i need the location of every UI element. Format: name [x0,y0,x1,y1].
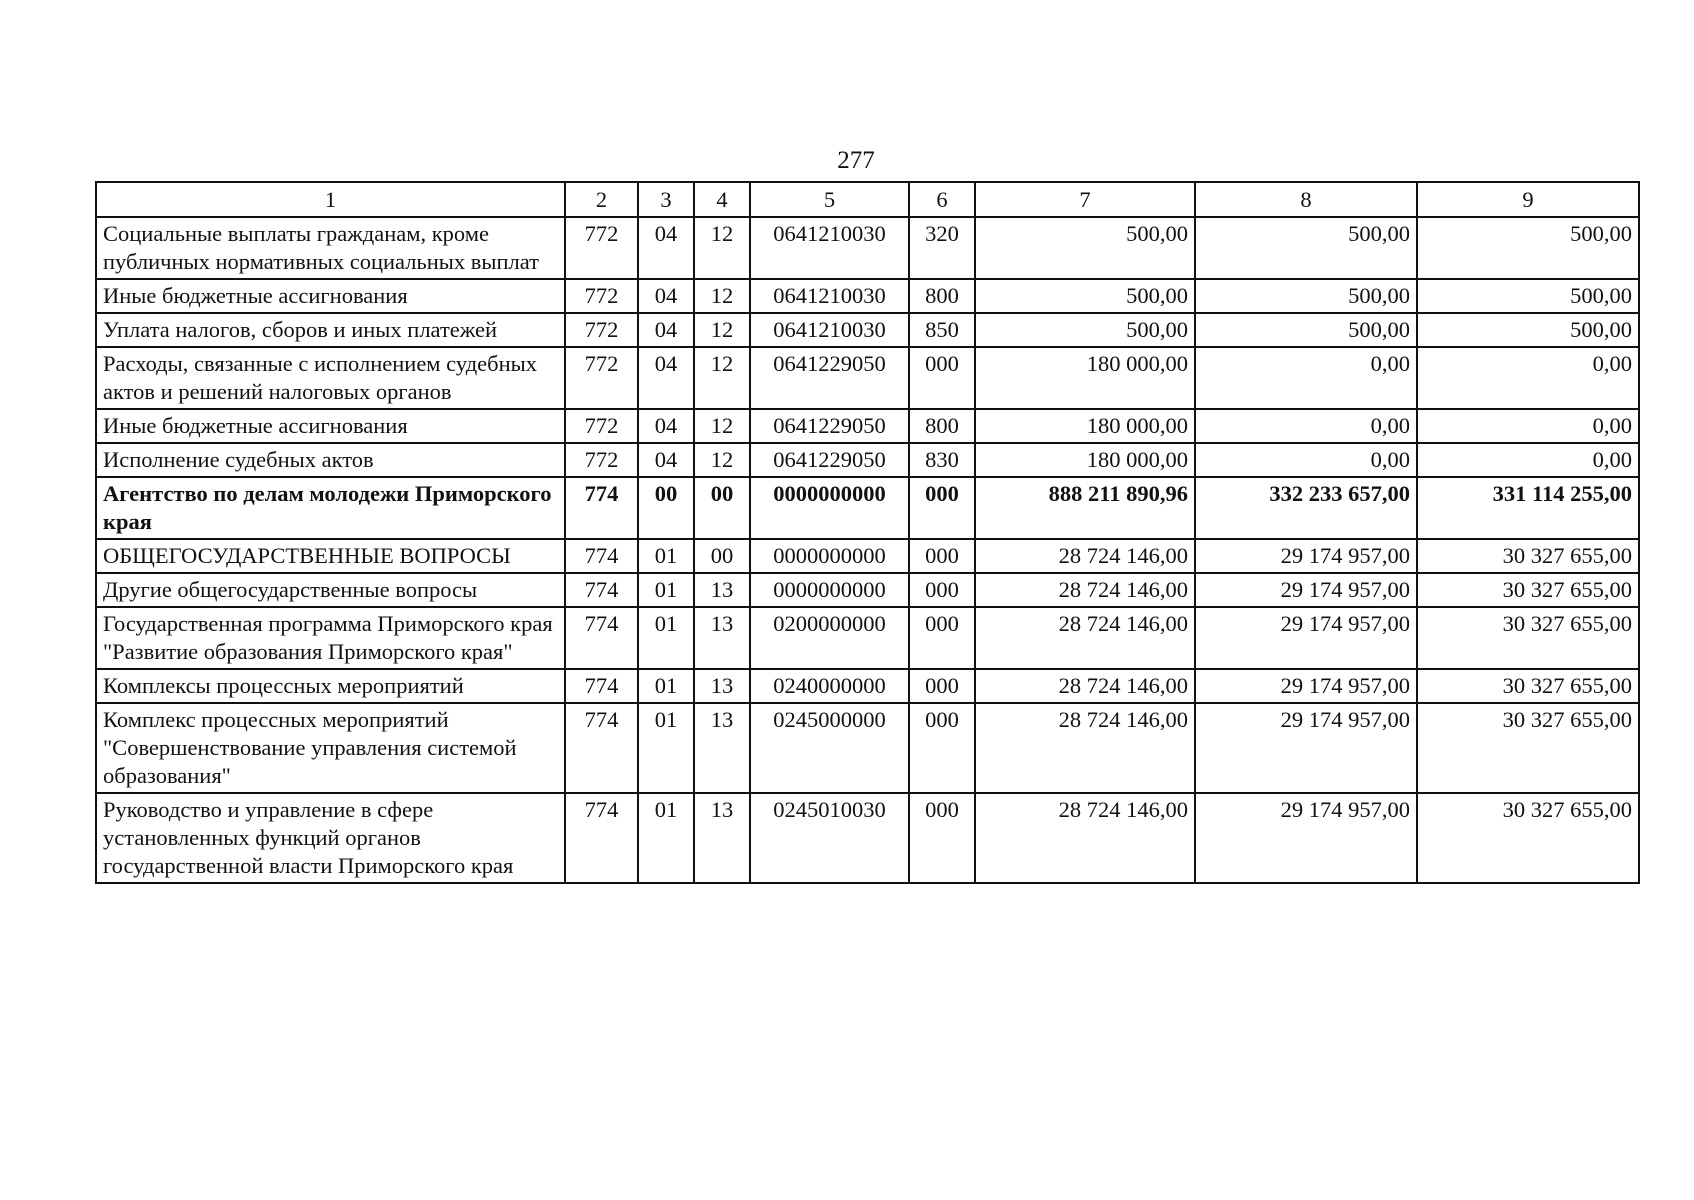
target-article-cell: 0000000000 [750,573,909,607]
table-row [96,669,1639,703]
subsection-code-cell: 13 [694,669,750,703]
target-article-cell: 0240000000 [750,669,909,703]
amount-col9-cell: 30 327 655,00 [1417,669,1639,703]
expense-type-cell: 000 [909,669,975,703]
header-cell: 8 [1195,182,1417,217]
expense-name-cell: Комплексы процессных мероприятий [96,669,565,703]
amount-col9-cell: 0,00 [1417,347,1639,409]
amount-col9-cell: 500,00 [1417,217,1639,279]
amount-col8-cell: 332 233 657,00 [1195,477,1417,539]
amount-col9-cell: 30 327 655,00 [1417,539,1639,573]
ministry-code-cell: 774 [565,477,638,539]
subsection-code-cell: 13 [694,573,750,607]
amount-col8-cell: 29 174 957,00 [1195,793,1417,883]
amount-col7-cell: 180 000,00 [975,347,1195,409]
ministry-code-cell: 772 [565,347,638,409]
expense-type-cell: 800 [909,279,975,313]
expense-name-cell: Агентство по делам молодежи Приморского края [96,477,565,539]
table-row [96,347,1639,409]
expense-name-cell: Комплекс процессных мероприятий "Совершенствование управления системой образования" [96,703,565,793]
ministry-code-cell: 772 [565,313,638,347]
expense-name-cell: ОБЩЕГОСУДАРСТВЕННЫЕ ВОПРОСЫ [96,539,565,573]
subsection-code-cell: 13 [694,607,750,669]
header-cell: 2 [565,182,638,217]
ministry-code-cell: 774 [565,703,638,793]
amount-col9-cell: 30 327 655,00 [1417,607,1639,669]
amount-col8-cell: 500,00 [1195,313,1417,347]
expense-type-cell: 830 [909,443,975,477]
amount-col8-cell: 500,00 [1195,279,1417,313]
amount-col8-cell: 29 174 957,00 [1195,607,1417,669]
amount-col8-cell: 500,00 [1195,217,1417,279]
subsection-code-cell: 12 [694,217,750,279]
header-row [96,182,1639,217]
amount-col7-cell: 28 724 146,00 [975,573,1195,607]
ministry-code-cell: 772 [565,443,638,477]
table-row [96,279,1639,313]
ministry-code-cell: 772 [565,279,638,313]
subsection-code-cell: 12 [694,347,750,409]
amount-col7-cell: 28 724 146,00 [975,669,1195,703]
header-cell: 5 [750,182,909,217]
expense-type-cell: 000 [909,607,975,669]
subsection-code-cell: 13 [694,703,750,793]
ministry-code-cell: 772 [565,217,638,279]
table-row [96,409,1639,443]
section-code-cell: 01 [638,539,694,573]
amount-col9-cell: 30 327 655,00 [1417,793,1639,883]
header-cell: 3 [638,182,694,217]
table-row [96,443,1639,477]
header-cell: 9 [1417,182,1639,217]
amount-col9-cell: 331 114 255,00 [1417,477,1639,539]
expense-type-cell: 800 [909,409,975,443]
amount-col8-cell: 0,00 [1195,443,1417,477]
amount-col9-cell: 0,00 [1417,409,1639,443]
target-article-cell: 0641210030 [750,279,909,313]
subsection-code-cell: 12 [694,409,750,443]
amount-col7-cell: 28 724 146,00 [975,703,1195,793]
target-article-cell: 0000000000 [750,477,909,539]
subsection-code-cell: 12 [694,443,750,477]
target-article-cell: 0641229050 [750,409,909,443]
amount-col9-cell: 0,00 [1417,443,1639,477]
table-row [96,313,1639,347]
ministry-code-cell: 774 [565,669,638,703]
table-row [96,607,1639,669]
table-row [96,217,1639,279]
target-article-cell: 0641210030 [750,217,909,279]
header-cell: 1 [96,182,565,217]
section-code-cell: 01 [638,669,694,703]
expense-name-cell: Государственная программа Приморского края "Развитие образования Приморского края" [96,607,565,669]
ministry-code-cell: 772 [565,409,638,443]
amount-col9-cell: 500,00 [1417,279,1639,313]
expense-name-cell: Расходы, связанные с исполнением судебных актов и решений налоговых органов [96,347,565,409]
header-cell: 6 [909,182,975,217]
expense-type-cell: 850 [909,313,975,347]
amount-col8-cell: 29 174 957,00 [1195,669,1417,703]
expense-name-cell: Иные бюджетные ассигнования [96,279,565,313]
section-code-cell: 04 [638,409,694,443]
expense-type-cell: 000 [909,573,975,607]
section-code-cell: 04 [638,347,694,409]
section-code-cell: 01 [638,573,694,607]
amount-col8-cell: 0,00 [1195,409,1417,443]
expense-type-cell: 000 [909,793,975,883]
table-row [96,573,1639,607]
section-code-cell: 04 [638,279,694,313]
table-body [96,217,1639,883]
expense-name-cell: Руководство и управление в сфере установленных функций органов государственной власти Приморского края [96,793,565,883]
target-article-cell: 0000000000 [750,539,909,573]
expense-name-cell: Исполнение судебных актов [96,443,565,477]
amount-col7-cell: 500,00 [975,279,1195,313]
section-code-cell: 04 [638,443,694,477]
expense-type-cell: 320 [909,217,975,279]
table-row [96,703,1639,793]
amount-col8-cell: 29 174 957,00 [1195,703,1417,793]
section-code-cell: 04 [638,217,694,279]
expense-type-cell: 000 [909,347,975,409]
ministry-code-cell: 774 [565,573,638,607]
subsection-code-cell: 00 [694,477,750,539]
section-code-cell: 00 [638,477,694,539]
amount-col7-cell: 500,00 [975,313,1195,347]
section-code-cell: 01 [638,703,694,793]
ministry-code-cell: 774 [565,793,638,883]
amount-col8-cell: 29 174 957,00 [1195,539,1417,573]
amount-col7-cell: 180 000,00 [975,409,1195,443]
amount-col7-cell: 28 724 146,00 [975,539,1195,573]
ministry-code-cell: 774 [565,539,638,573]
amount-col7-cell: 500,00 [975,217,1195,279]
section-code-cell: 04 [638,313,694,347]
header-cell: 4 [694,182,750,217]
amount-col7-cell: 180 000,00 [975,443,1195,477]
budget-table [95,181,1640,884]
amount-col7-cell: 28 724 146,00 [975,793,1195,883]
amount-col7-cell: 28 724 146,00 [975,607,1195,669]
subsection-code-cell: 12 [694,313,750,347]
expense-name-cell: Уплата налогов, сборов и иных платежей [96,313,565,347]
header-cell: 7 [975,182,1195,217]
subsection-code-cell: 13 [694,793,750,883]
target-article-cell: 0641229050 [750,347,909,409]
expense-type-cell: 000 [909,477,975,539]
amount-col8-cell: 0,00 [1195,347,1417,409]
expense-type-cell: 000 [909,539,975,573]
table-row [96,793,1639,883]
table-row [96,539,1639,573]
target-article-cell: 0200000000 [750,607,909,669]
ministry-code-cell: 774 [565,607,638,669]
amount-col9-cell: 30 327 655,00 [1417,573,1639,607]
target-article-cell: 0245010030 [750,793,909,883]
expense-name-cell: Социальные выплаты гражданам, кроме публичных нормативных социальных выплат [96,217,565,279]
target-article-cell: 0245000000 [750,703,909,793]
expense-name-cell: Другие общегосударственные вопросы [96,573,565,607]
amount-col7-cell: 888 211 890,96 [975,477,1195,539]
page-number: 277 [837,147,875,174]
amount-col8-cell: 29 174 957,00 [1195,573,1417,607]
section-code-cell: 01 [638,607,694,669]
amount-col9-cell: 30 327 655,00 [1417,703,1639,793]
target-article-cell: 0641210030 [750,313,909,347]
expense-type-cell: 000 [909,703,975,793]
table-row [96,477,1639,539]
subsection-code-cell: 12 [694,279,750,313]
amount-col9-cell: 500,00 [1417,313,1639,347]
target-article-cell: 0641229050 [750,443,909,477]
expense-name-cell: Иные бюджетные ассигнования [96,409,565,443]
section-code-cell: 01 [638,793,694,883]
subsection-code-cell: 00 [694,539,750,573]
